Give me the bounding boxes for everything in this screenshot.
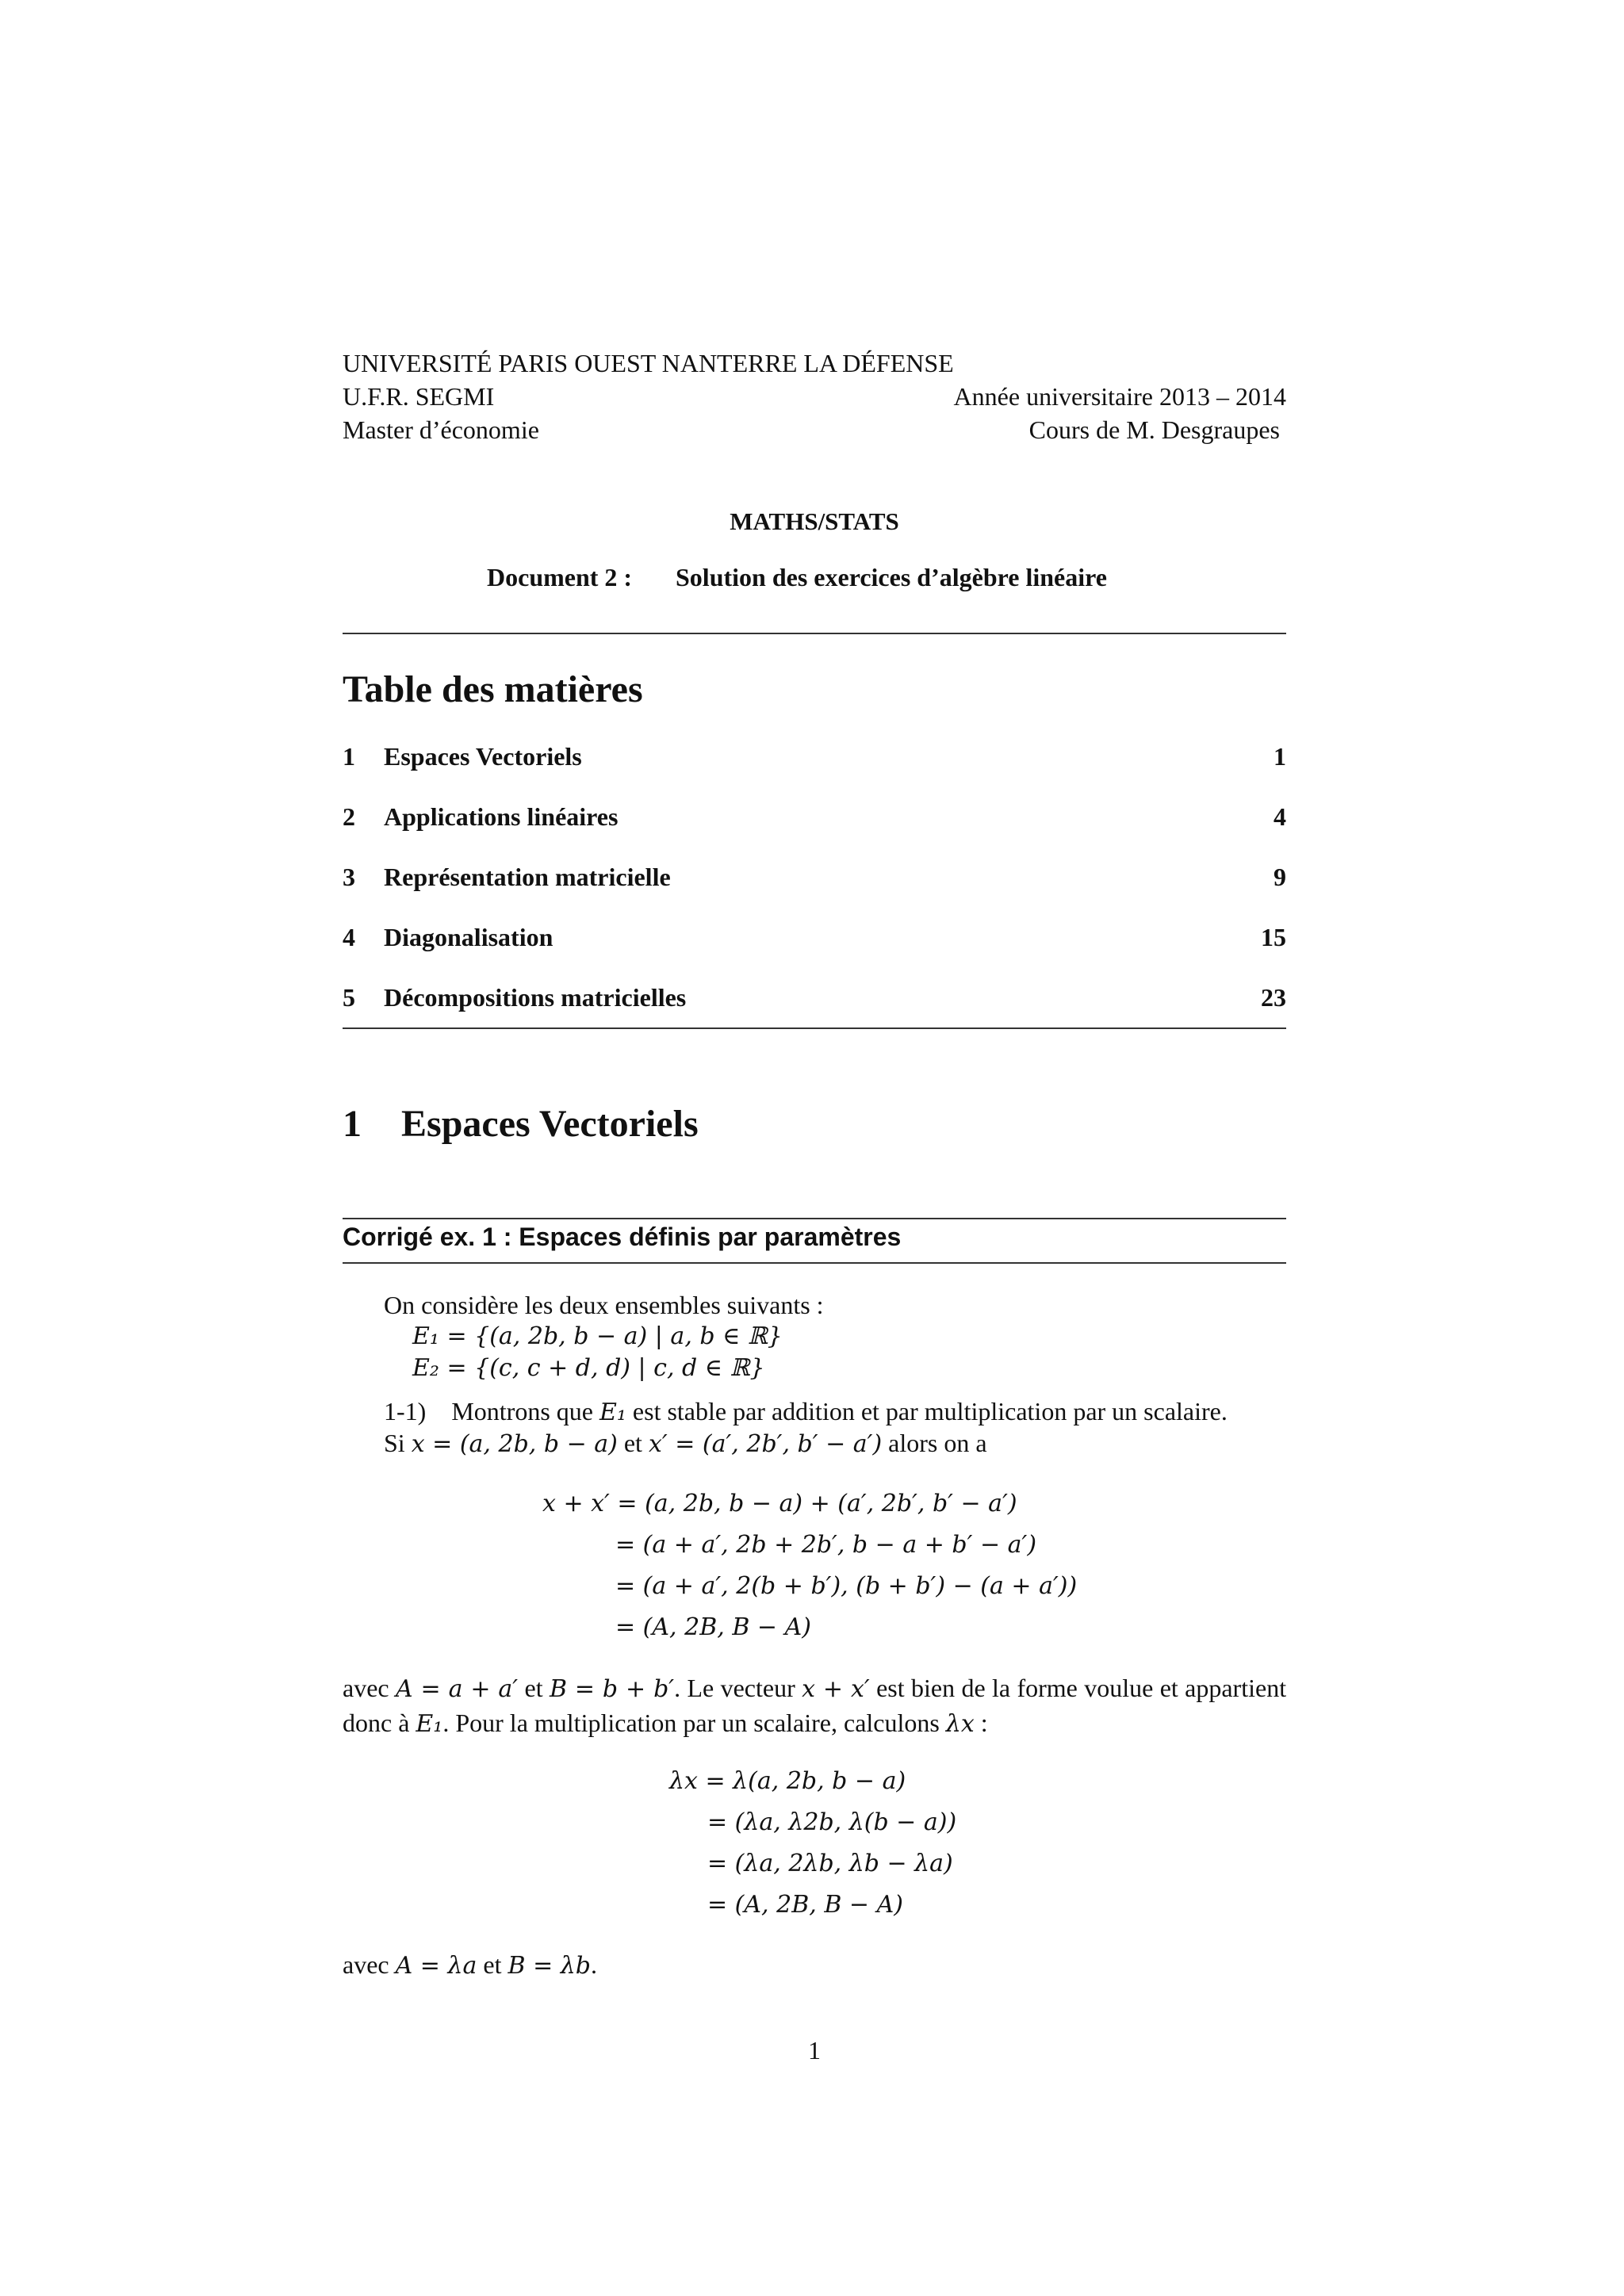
course-title: MATHS/STATS — [730, 507, 899, 535]
equation-line: x + x′ = (a, 2b, b − a) + (a′, 2b′, b′ − a′) — [542, 1490, 1017, 1517]
header-line-3 — [343, 414, 1286, 446]
toc-entry-page: 23 — [1261, 983, 1286, 1012]
question-line — [384, 1395, 1228, 1429]
master-name: Master d’économie — [343, 415, 539, 444]
set-e2: E₂ = {(c, c + d, d) | c, d ∈ ℝ} — [412, 1354, 765, 1382]
toc-divider — [343, 1027, 1286, 1029]
paragraph-sum-conclusion — [343, 1671, 1286, 1741]
exercise-bottom-rule — [343, 1262, 1286, 1264]
university-name: UNIVERSITÉ PARIS OUEST NANTERRE LA DÉFENSE — [343, 349, 954, 377]
section-title: Espaces Vectoriels — [401, 1103, 699, 1145]
vector-x-prime: x′ = (a′, 2b′, b′ − a′) — [648, 1430, 883, 1458]
toc-entry-page: 15 — [1261, 923, 1286, 951]
text-fragment: : — [980, 1709, 988, 1737]
equation-scalar — [669, 1762, 1145, 1928]
toc-entry-title: Diagonalisation — [384, 923, 553, 951]
paragraph-scalar-conclusion — [343, 1949, 597, 1982]
equation-line: λx = λ(a, 2b, b − a) — [669, 1767, 906, 1795]
header-line-2 — [343, 381, 1286, 412]
si-pre: Si — [384, 1429, 405, 1457]
math-B: B = b + b′ — [549, 1675, 675, 1703]
document-title: Solution des exercices d’algèbre linéaire — [676, 563, 1107, 591]
text-fragment: et — [483, 1950, 502, 1979]
toc-entry[interactable] — [343, 923, 1286, 955]
header-line-1 — [343, 347, 1286, 379]
text-fragment: avec — [343, 1674, 389, 1702]
exercise-title: Corrigé ex. 1 : Espaces définis par paramètres — [343, 1223, 902, 1251]
course-instructor: Cours de M. Desgraupes — [1028, 415, 1280, 444]
equation-line: = (a + a′, 2b + 2b′, b − a + b′ − a′) — [615, 1531, 1037, 1559]
equation-line: = (λa, 2λb, λb − λa) — [707, 1850, 953, 1877]
text-fragment: . Le vecteur — [674, 1674, 795, 1702]
equation-sum — [542, 1484, 1256, 1651]
exercise-top-rule — [343, 1218, 1286, 1219]
toc-heading: Table des matières — [343, 668, 643, 710]
toc-entry-number: 4 — [343, 923, 355, 951]
math-lambda-x: λx — [945, 1710, 975, 1738]
toc-entry-title: Décompositions matricielles — [384, 983, 687, 1012]
si-et: et — [623, 1429, 642, 1457]
equation-line: = (A, 2B, B − A) — [707, 1891, 903, 1919]
section-number: 1 — [343, 1103, 362, 1145]
title-divider — [343, 633, 1286, 634]
question-var: E₁ — [599, 1399, 626, 1426]
toc-entry-number: 5 — [343, 983, 355, 1012]
math-E1: E₁ — [416, 1710, 443, 1738]
toc-entry[interactable] — [343, 802, 1286, 834]
text-fragment: et — [524, 1674, 543, 1702]
toc-entry-page: 1 — [1274, 742, 1286, 771]
page-number: 1 — [808, 2036, 821, 2064]
question-text-pre: Montrons que — [451, 1397, 593, 1425]
toc-entry-number: 2 — [343, 802, 355, 831]
hypothesis-line — [384, 1427, 987, 1460]
toc-entry-number: 1 — [343, 742, 355, 771]
text-fragment: . — [590, 1950, 597, 1979]
equation-line: = (a + a′, 2(b + b′), (b + b′) − (a + a′)) — [615, 1572, 1078, 1600]
toc-entry-page: 4 — [1274, 802, 1286, 831]
toc-entry[interactable] — [343, 742, 1286, 774]
question-number: 1-1) — [384, 1397, 427, 1425]
text-fragment: est bien de la forme voulue et appartient donc à — [343, 1674, 1287, 1737]
set-e1: E₁ = {(a, 2b, b − a) | a, b ∈ ℝ} — [412, 1322, 783, 1350]
toc-entry-title: Représentation matricielle — [384, 863, 671, 891]
document-label: Document 2 : — [487, 563, 633, 591]
text-fragment: avec — [343, 1950, 389, 1979]
equation-line: = (A, 2B, B − A) — [615, 1613, 811, 1641]
toc-entry-title: Applications linéaires — [384, 802, 619, 831]
math-B: B = λb — [508, 1952, 591, 1980]
question-text-post: est stable par addition et par multiplication par un scalaire. — [632, 1397, 1228, 1425]
toc-entry[interactable] — [343, 863, 1286, 894]
si-post: alors on a — [888, 1429, 987, 1457]
vector-x: x = (a, 2b, b − a) — [411, 1430, 618, 1458]
math-A: A = a + a′ — [395, 1675, 519, 1703]
section-heading — [343, 1102, 699, 1146]
toc-entry-title: Espaces Vectoriels — [384, 742, 582, 771]
toc-entry-page: 9 — [1274, 863, 1286, 891]
math-x-sum: x + x′ — [802, 1675, 870, 1703]
equation-line: = (λa, λ2b, λ(b − a)) — [707, 1808, 957, 1836]
text-fragment: . Pour la multiplication par un scalaire, calculons — [442, 1709, 940, 1737]
toc-entry[interactable] — [343, 983, 1286, 1015]
ufr-name: U.F.R. SEGMI — [343, 382, 495, 411]
toc-entry-number: 3 — [343, 863, 355, 891]
academic-year: Année universitaire 2013 – 2014 — [953, 382, 1286, 411]
math-A: A = λa — [395, 1952, 477, 1980]
exercise-intro: On considère les deux ensembles suivants : — [384, 1291, 824, 1319]
